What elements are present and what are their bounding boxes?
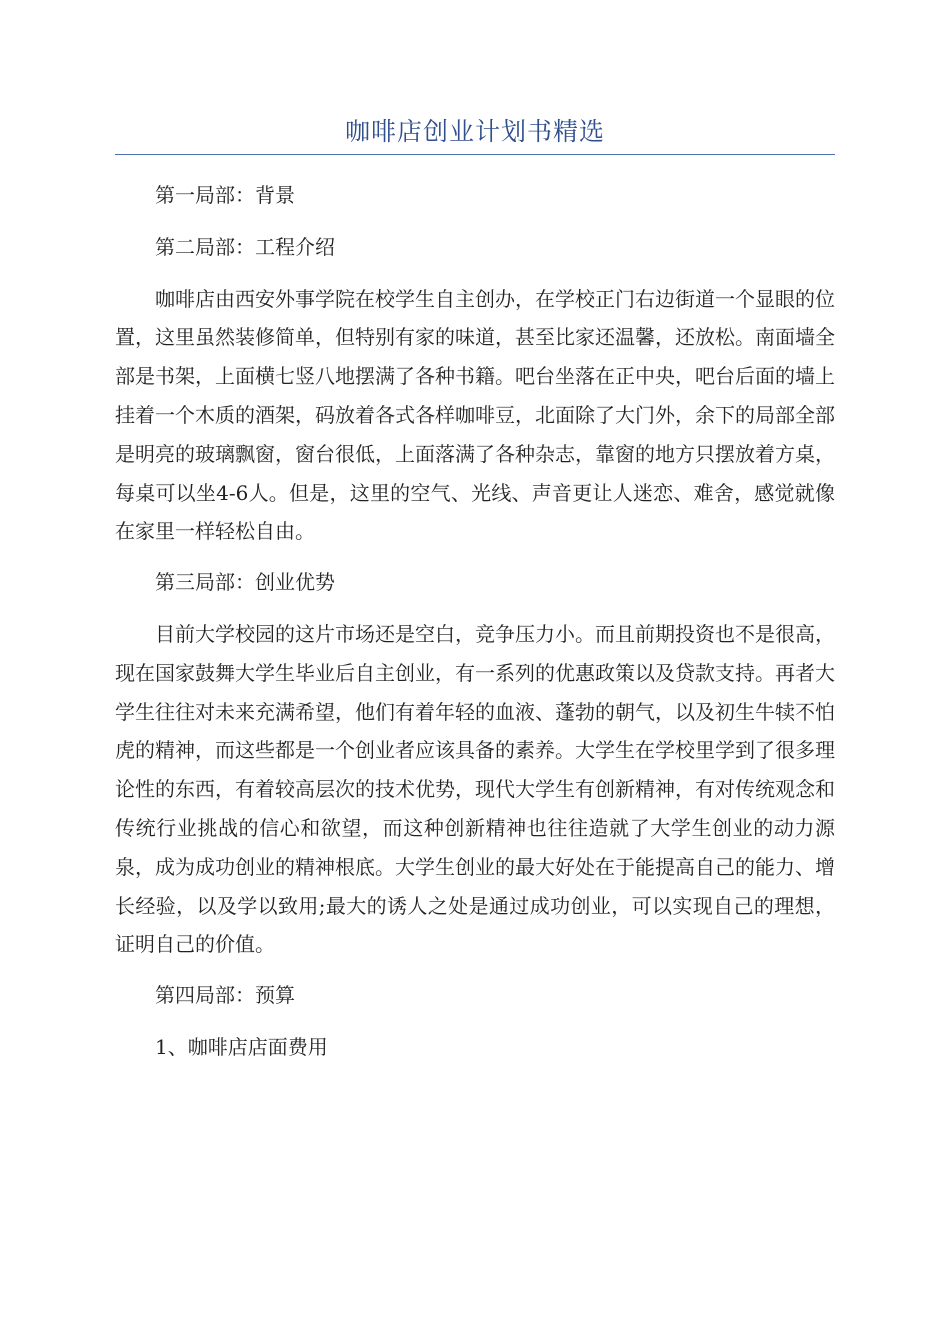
- paragraph-advantages: 目前大学校园的这片市场还是空白，竞争压力小。而且前期投资也不是很高，现在国家鼓舞大学生毕业后自主创业，有一系列的优惠政策以及贷款支持。再者大学生往往对未来充满希望，他们有着年轻的血液、蓬勃的朝气，以及初生牛犊不怕虎的精神，而这些都是一个创业者应该具备的素养。大学生在学校里学到了很多理论性的东西，有着较高层次的技术优势，现代大学生有创新精神，有对传统观念和传统行业挑战的信心和欲望，而这种创新精神也往往造就了大学生创业的动力源泉，成为成功创业的精神根底。大学生创业的最大好处在于能提高自己的能力、增长经验，以及学以致用;最大的诱人之处是通过成功创业，可以实现自己的理想，证明自己的价值。: [115, 621, 835, 957]
- budget-item-storefront: 1、咖啡店店面费用: [155, 1034, 328, 1059]
- section-heading-budget: 第四局部：预算: [155, 983, 295, 1008]
- paragraph-project-description: 咖啡店由西安外事学院在校学生自主创办，在学校正门右边街道一个显眼的位置，这里虽然装修简单，但特别有家的味道，甚至比家还温馨，还放松。南面墙全部是书架，上面横七竖八地摆满了各种书籍。吧台坐落在正中央，吧台后面的墙上挂着一个木质的酒架，码放着各式各样咖啡豆，北面除了大门外，余下的局部全部是明亮的玻璃飘窗，窗台很低，上面落满了各种杂志，靠窗的地方只摆放着方桌，每桌可以坐4-6人。但是，这里的空气、光线、声音更让人迷恋、难舍，感觉就像在家里一样轻松自由。: [115, 286, 835, 544]
- document-title: 咖啡店创业计划书精选: [344, 117, 605, 146]
- section-heading-advantages: 第三局部：创业优势: [155, 570, 335, 595]
- section-heading-background: 第一局部：背景: [155, 183, 295, 207]
- title-underline: [115, 154, 835, 155]
- document-body: [115, 176, 835, 1080]
- section-heading-project-intro: 第二局部：工程介绍: [155, 234, 335, 259]
